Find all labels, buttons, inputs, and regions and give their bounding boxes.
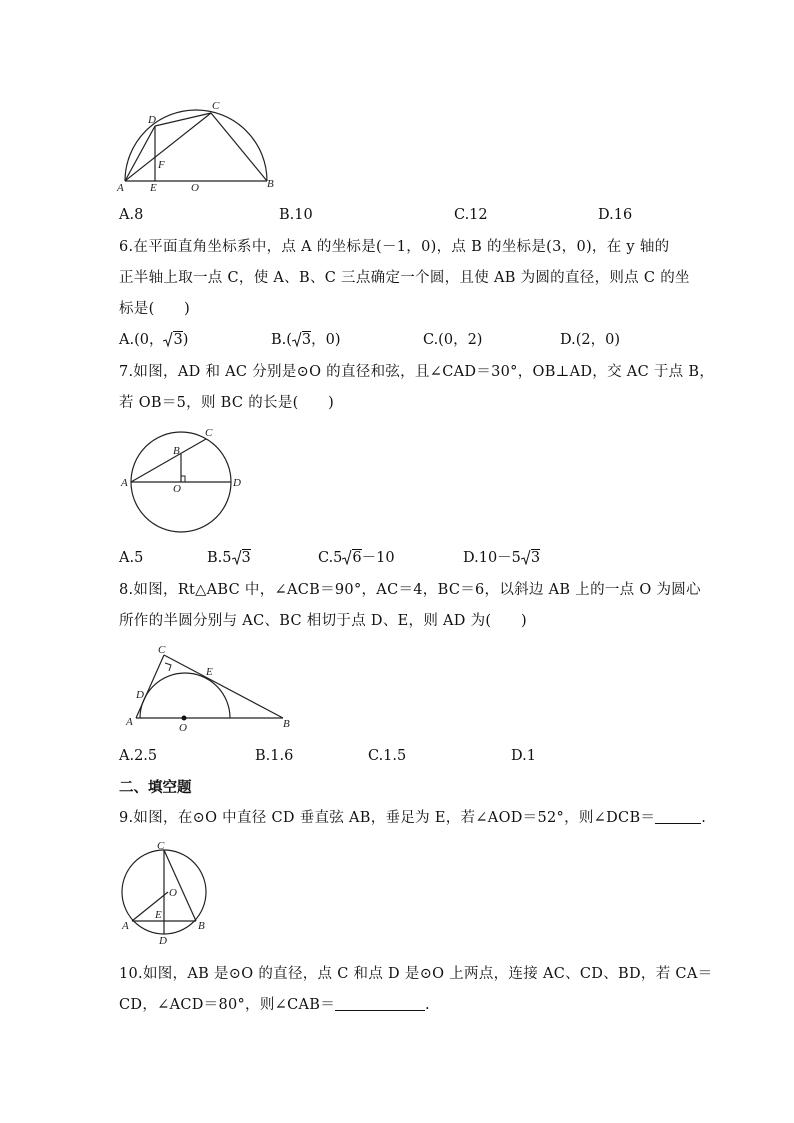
q7-chord-ac — [131, 439, 206, 482]
q8-figure — [118, 643, 298, 733]
sqrt-symbol — [163, 331, 173, 347]
q7-option-c: C.5 6－10 — [318, 550, 395, 566]
q6-option-b: B.( 3，0) — [271, 332, 341, 348]
q8-label-e: E — [206, 666, 213, 678]
q10-line-1: 10.如图，AB 是⊙O 的直径，点 C 和点 D 是⊙O 上两点，连接 AC、CD、BD，若 CA＝ — [119, 966, 713, 982]
q8-bc — [164, 655, 283, 718]
q8-label-d: D — [136, 689, 144, 701]
q5-label-f: F — [158, 159, 165, 171]
q5-option-a: A.8 — [119, 207, 144, 223]
q9-figure — [118, 840, 218, 950]
q6-option-a: A.(0， 3) — [119, 332, 189, 348]
q9-label-e: E — [155, 909, 162, 921]
q7-line-1: 7.如图，AD 和 AC 分别是⊙O 的直径和弦，且∠CAD＝30°，OB⊥AD，交 AC 于点 B， — [119, 364, 715, 380]
q8-ac — [136, 655, 164, 718]
q6-line-1: 6.在平面直角坐标系中，点 A 的坐标是(－1，0)，点 B 的坐标是(3，0)，在 y 轴的 — [119, 239, 670, 255]
q6-line-2: 正半轴上取一点 C，使 A、B、C 三点确定一个圆，且使 AB 为圆的直径，则点 C 的坐 — [119, 270, 690, 286]
q8-option-c: C.1.5 — [368, 748, 407, 764]
q5-option-d: D.16 — [598, 207, 633, 223]
q7-label-b: B — [173, 445, 180, 457]
q7-figure — [115, 425, 245, 535]
q8-label-b: B — [283, 718, 290, 730]
q8-option-d: D.1 — [511, 748, 536, 764]
q7-line-2: 若 OB＝5，则 BC 的长是( ) — [119, 395, 335, 411]
q8-label-c: C — [158, 644, 166, 656]
sqrt-symbol — [292, 331, 302, 347]
q6-option-c: C.(0，2) — [423, 332, 483, 348]
q8-center-dot — [182, 716, 187, 721]
q7-label-c: C — [205, 427, 213, 439]
sqrt-symbol — [342, 549, 352, 565]
q10-answer-blank[interactable] — [335, 996, 425, 1011]
q8-option-b: B.1.6 — [255, 748, 294, 764]
q7-right-angle-mark — [181, 476, 185, 482]
q9-label-c: C — [157, 840, 165, 852]
q9-line: 9.如图，在⊙O 中直径 CD 垂直弦 AB，垂足为 E，若∠AOD＝52°，则∠DCB＝ . — [119, 810, 707, 826]
q8-line-2: 所作的半圆分别与 AC、BC 相切于点 D、E，则 AD 为( ) — [119, 613, 527, 629]
q5-semicircle — [125, 110, 267, 181]
q8-right-angle-mark — [165, 663, 171, 671]
q8-label-a: A — [126, 716, 133, 728]
q9-label-b: B — [198, 920, 205, 932]
q8-label-o: O — [179, 722, 187, 734]
sqrt-symbol — [232, 549, 242, 565]
q10-line-2: CD，∠ACD＝80°，则∠CAB＝ . — [119, 997, 430, 1013]
q5-option-b: B.10 — [279, 207, 313, 223]
q7-label-o: O — [173, 483, 181, 495]
q9-label-d: D — [159, 935, 167, 947]
q6-line-3: 标是( ) — [119, 301, 191, 317]
q5-label-o: O — [191, 182, 199, 194]
q7-option-d: D.10－5 3 — [463, 550, 541, 566]
sqrt-symbol — [521, 549, 531, 565]
q8-option-a: A.2.5 — [119, 748, 158, 764]
q8-line-1: 8.如图，Rt△ABC 中，∠ACB＝90°，AC＝4，BC＝6，以斜边 AB 上的一点 O 为圆心 — [119, 582, 701, 598]
q5-ad — [125, 126, 155, 181]
q7-option-a: A.5 — [119, 550, 144, 566]
q5-option-c: C.12 — [454, 207, 488, 223]
q7-label-d: D — [233, 477, 241, 489]
q9-label-o: O — [169, 887, 177, 899]
q6-option-d: D.(2，0) — [560, 332, 620, 348]
q7-label-a: A — [121, 477, 128, 489]
q5-label-d: D — [148, 114, 156, 126]
q9-answer-blank[interactable] — [655, 809, 701, 824]
q7-option-b: B.5 3 — [207, 550, 251, 566]
q5-label-b: B — [267, 178, 274, 190]
q5-label-a: A — [117, 182, 124, 194]
q5-figure — [115, 98, 285, 193]
q5-label-e: E — [150, 182, 157, 194]
section-title: 二、填空题 — [119, 780, 192, 796]
q9-ao — [132, 892, 168, 921]
q9-label-a: A — [122, 920, 129, 932]
q5-label-c: C — [212, 100, 220, 112]
